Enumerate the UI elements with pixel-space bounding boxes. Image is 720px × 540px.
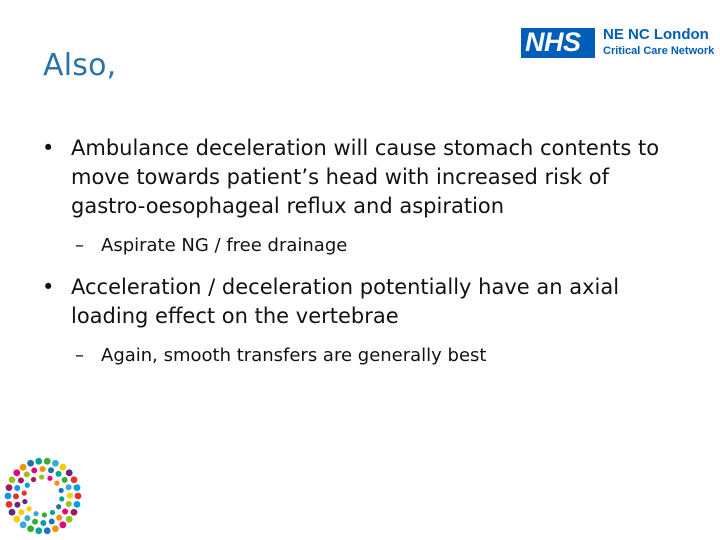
logo-dot xyxy=(47,476,52,481)
logo-dot xyxy=(56,515,62,521)
logo-dot xyxy=(14,502,20,508)
logo-dot xyxy=(27,525,34,532)
nhs-network-logo xyxy=(521,26,715,60)
logo-dot xyxy=(20,464,27,471)
logo-dot xyxy=(13,469,20,476)
logo-dot xyxy=(26,506,31,511)
logo-dot xyxy=(24,515,30,521)
logo-dot xyxy=(31,467,37,473)
logo-dot xyxy=(18,509,24,515)
logo-dot xyxy=(27,460,34,467)
slide-content xyxy=(40,134,690,369)
logo-dot xyxy=(32,519,38,525)
logo-dot xyxy=(56,471,62,477)
bullet-mark: • xyxy=(42,275,55,299)
logo-dot xyxy=(40,520,46,526)
dot-ring-inner xyxy=(22,474,65,517)
logo-dot xyxy=(75,493,82,500)
slide-title: Also, xyxy=(43,48,117,83)
bullet-text: Ambulance deceleration will cause stomach contents to move towards patient’s head with increased risk of gastro-oesophageal reflux and aspiration xyxy=(71,136,660,218)
dotted-circle-logo xyxy=(2,455,84,537)
sub-bullet-item xyxy=(40,233,690,259)
bullet-mark: • xyxy=(42,136,55,160)
logo-dot xyxy=(9,509,16,516)
logo-dot xyxy=(22,491,27,496)
logo-dot xyxy=(66,484,72,490)
sub-bullet-text: Again, smooth transfers are generally best xyxy=(101,345,487,366)
logo-dot xyxy=(59,488,64,493)
logo-dot xyxy=(71,476,78,483)
logo-dot xyxy=(52,460,59,467)
bullet-text: Acceleration / deceleration potentially have an axial loading effect on the vertebrae xyxy=(71,275,620,328)
logo-dot xyxy=(42,512,47,517)
logo-dot xyxy=(66,501,72,507)
logo-dot xyxy=(44,527,51,534)
sub-bullet-item xyxy=(40,343,690,369)
logo-dot xyxy=(39,474,44,479)
org-name-line1: NE NC London xyxy=(603,26,709,43)
logo-dot xyxy=(5,493,12,500)
logo-dot xyxy=(71,509,78,516)
logo-dot xyxy=(67,493,73,499)
logo-dot xyxy=(6,501,13,508)
bullet-item xyxy=(40,134,690,221)
logo-dot xyxy=(62,509,68,515)
logo-dot xyxy=(66,469,73,476)
logo-dot xyxy=(49,519,55,525)
logo-dot xyxy=(35,458,42,465)
logo-dot xyxy=(25,483,30,488)
org-name-line2: Critical Care Network xyxy=(603,45,715,57)
logo-dot xyxy=(33,511,38,516)
logo-dot xyxy=(50,510,55,515)
logo-dot xyxy=(48,467,54,473)
logo-dot xyxy=(62,477,68,483)
logo-dot xyxy=(35,527,42,534)
logo-dot xyxy=(74,484,81,491)
sub-bullet-text: Aspirate NG / free drainage xyxy=(101,235,348,256)
logo-dot xyxy=(40,466,46,472)
sub-bullet-mark: – xyxy=(75,235,84,256)
logo-dot xyxy=(66,516,73,523)
sub-bullet-mark: – xyxy=(75,345,84,366)
logo-dot xyxy=(74,501,81,508)
bullet-item xyxy=(40,273,690,331)
logo-dot xyxy=(13,516,20,523)
logo-dot xyxy=(9,476,16,483)
logo-dot xyxy=(56,504,61,509)
logo-dot xyxy=(59,521,66,528)
logo-dot xyxy=(22,499,27,504)
logo-dot xyxy=(20,521,27,528)
nhs-logo-box xyxy=(521,28,595,58)
logo-dot xyxy=(24,471,30,477)
logo-dot xyxy=(52,525,59,532)
logo-dot xyxy=(6,484,13,491)
logo-dot xyxy=(13,493,19,499)
logo-dot xyxy=(18,477,24,483)
logo-dot xyxy=(59,496,64,501)
logo-dot xyxy=(44,458,51,465)
logo-dot xyxy=(54,481,59,486)
logo-dot xyxy=(31,477,36,482)
logo-dot xyxy=(14,485,20,491)
logo-dot xyxy=(59,464,66,471)
nhs-logo-text: NHS xyxy=(525,27,581,57)
